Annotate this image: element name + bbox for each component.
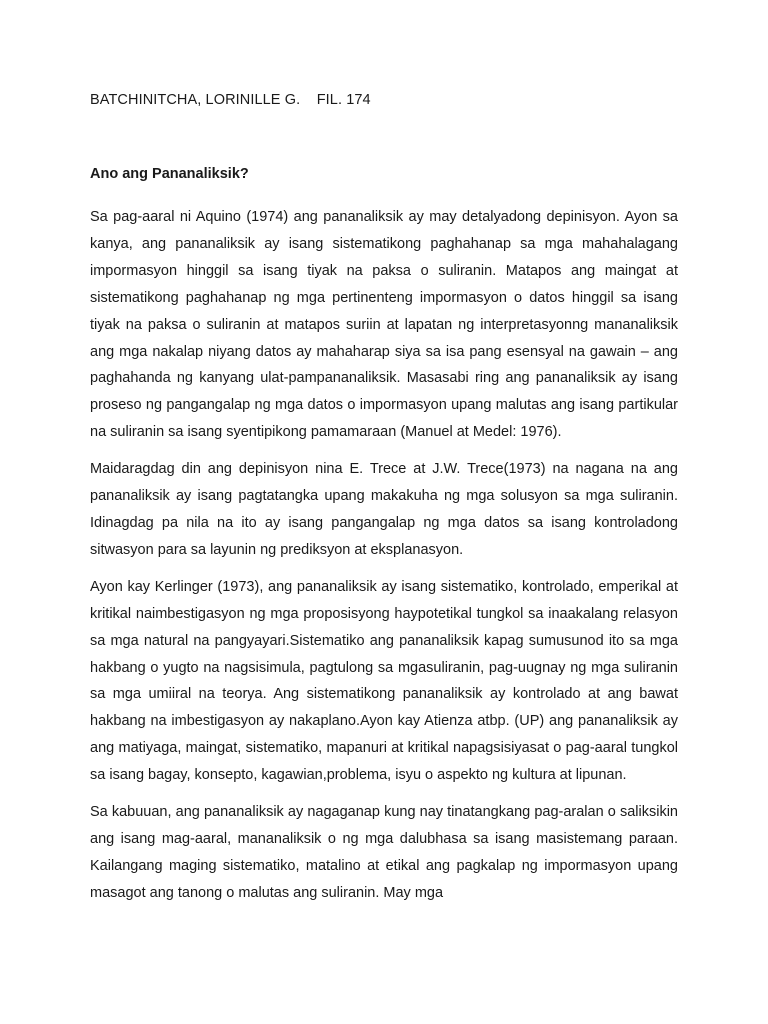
paragraph-3: Ayon kay Kerlinger (1973), ang pananaliksik ay isang sistematiko, kontrolado, emperikal at kritikal naimbestigasyon ng mga proposisyong haypotetikal tungkol sa inaakalang relasyon sa mga natural na pangyayari.Sistematiko ang pananaliksik kapag sumusunod ito sa mga hakbang o yugto na nagsisimula, pagtulong sa mgasuliranin, pag-uugnay ng mga suliranin sa mga umiiral na teorya. Ang sistematikong pananaliksik ay kontrolado at ang bawat hakbang na imbestigasyon ay nakaplano.Ayon kay Atienza atbp. (UP) ang pananaliksik ay ang matiyaga, maingat, sistematiko, mapanuri at kritikal napagsisiyasat o pag-aaral tungkol sa isang bagay, konsepto, kagawian,problema, isyu o aspekto ng kultura at lipunan. <box>90 578 678 784</box>
section-heading: Ano ang Pananaliksik? <box>90 166 249 182</box>
author-course-line <box>90 92 371 108</box>
paragraph-4: Sa kabuuan, ang pananaliksik ay nagaganap kung nay tinatangkang pag-aralan o saliksikin ang isang mag-aaral, mananaliksik o ng mga dalubhasa sa isang masistemang paraan. Kailangang maging sistematiko, matalino at etikal ang pagkalap ng impormasyon upang masagot ang tanong o malutas ang suliranin. May mga <box>90 804 678 901</box>
author-name: BATCHINITCHA, LORINILLE G. <box>90 92 301 108</box>
document-body <box>90 204 678 917</box>
course-code: FIL. 174 <box>316 92 371 108</box>
paragraph-1: Sa pag-aaral ni Aquino (1974) ang pananaliksik ay may detalyadong depinisyon. Ayon sa kanya, ang pananaliksik ay isang sistematikong paghahanap sa mga mahahalagang impormasyon hinggil sa isang tiyak na paksa o suliranin. Matapos ang maingat at sistematikong paghahanap ng mga pertinenteng impormasyon o datos hinggil sa isang tiyak na paksa o suliranin at matapos suriin at lapatan ng interpretasyonng mananaliksik ang mga nakalap niyang datos ay mahaharap siya sa isa pang esensyal na gawain – ang paghahanda ng kanyang ulat-pampananaliksik. Masasabi ring ang pananaliksik ay isang proseso ng pangangalap ng mga datos o impormasyon upang malutas ang isang partikular na suliranin sa isang syentipikong pamamaraan (Manuel at Medel: 1976). <box>90 209 678 441</box>
paragraph-2: Maidaragdag din ang depinisyon nina E. Trece at J.W. Trece(1973) na nagana na ang pananaliksik ay isang pagtatangka upang makakuha ng mga solusyon sa mga suliranin. Idinagdag pa nila na ito ay isang pangangalap ng mga datos sa isang kontroladong sitwasyon para sa layunin ng prediksyon at eksplanasyon. <box>90 461 678 558</box>
